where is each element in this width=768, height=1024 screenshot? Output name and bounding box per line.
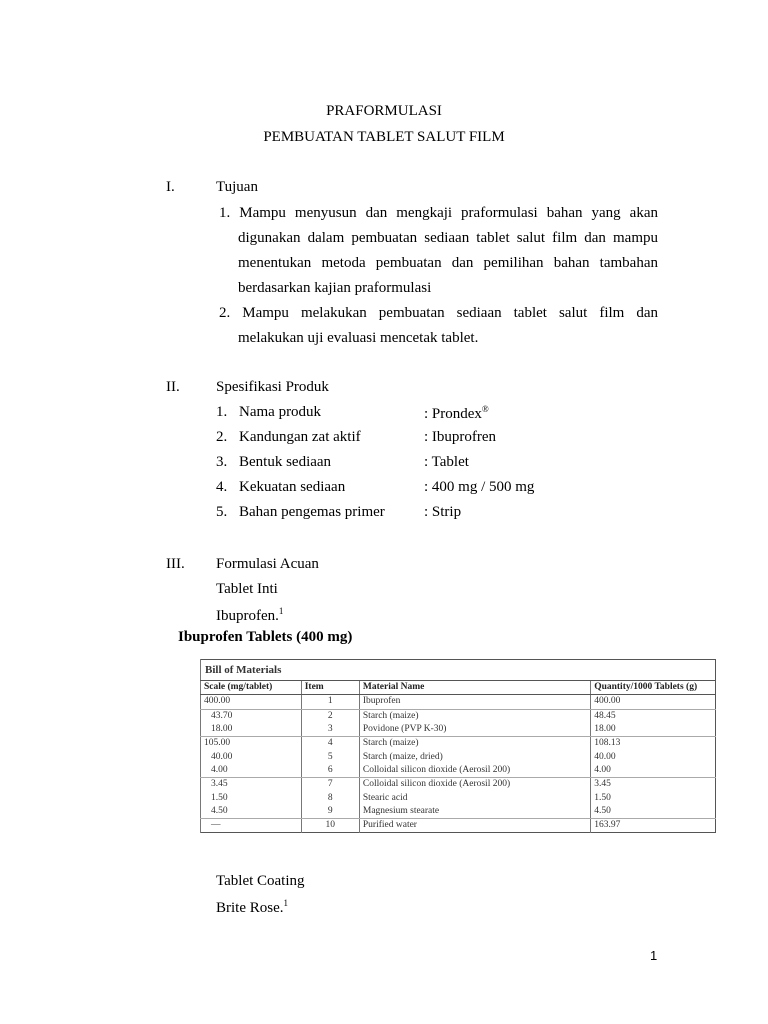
table-cell: Magnesium stearate xyxy=(359,805,590,819)
spec-value xyxy=(424,479,534,496)
table-cell: 7 xyxy=(301,778,359,792)
spec-number: 1. xyxy=(216,404,228,420)
spec-label: Kekuatan sediaan xyxy=(239,479,346,495)
registered-mark: ® xyxy=(481,404,489,414)
table-cell: 43.70 xyxy=(201,709,302,723)
table-title: Ibuprofen Tablets (400 mg) xyxy=(178,629,353,645)
footnote-ref: 1 xyxy=(278,606,284,616)
spec-label: Nama produk xyxy=(239,404,322,420)
table-row xyxy=(201,764,716,778)
table-cell: 10 xyxy=(301,818,359,832)
spec-value-text: : Ibuprofren xyxy=(424,429,497,445)
table-cell: Colloidal silicon dioxide (Aerosil 200) xyxy=(359,764,590,778)
subheading-text: Ibuprofen. xyxy=(216,608,279,624)
footnote-ref: 1 xyxy=(283,898,288,908)
table-cell: 18.00 xyxy=(201,723,302,737)
table-cell: 1 xyxy=(301,695,359,709)
table-cell: 3 xyxy=(301,723,359,737)
objective-line: digunakan dalam pembuatan sediaan tablet salut film dan mampu xyxy=(238,230,658,246)
section-number: II. xyxy=(166,379,180,395)
column-header: Material Name xyxy=(359,681,590,695)
table-cell: 40.00 xyxy=(201,750,302,763)
section-heading: Tujuan xyxy=(216,179,258,195)
column-header: Scale (mg/tablet) xyxy=(201,681,302,695)
table-cell: 3.45 xyxy=(201,778,302,792)
objective-line: melakukan uji evaluasi mencetak tablet. xyxy=(238,330,479,346)
table-cell: 4.50 xyxy=(591,805,716,819)
table-cell: — xyxy=(201,818,302,832)
table-cell: 4.50 xyxy=(201,805,302,819)
table-cell: Starch (maize, dried) xyxy=(359,750,590,763)
table-cell: Ibuprofen xyxy=(359,695,590,709)
table-cell: 6 xyxy=(301,764,359,778)
table-cell: Starch (maize) xyxy=(359,737,590,751)
objective-line: berdasarkan kajian praformulasi xyxy=(238,280,432,296)
table-row xyxy=(201,695,716,709)
table-row xyxy=(201,791,716,804)
subheading: Tablet Coating xyxy=(216,873,305,889)
table-cell: 8 xyxy=(301,791,359,804)
table-cell: 105.00 xyxy=(201,737,302,751)
document-subtitle: PEMBUATAN TABLET SALUT FILM xyxy=(263,129,505,145)
document-title: PRAFORMULASI xyxy=(326,103,442,119)
bill-of-materials-table xyxy=(200,659,716,833)
objective-line: 1. Mampu menyusun dan mengkaji praformulasi bahan yang akan xyxy=(219,205,658,221)
table-cell: Colloidal silicon dioxide (Aerosil 200) xyxy=(359,778,590,792)
table-cell: Starch (maize) xyxy=(359,709,590,723)
table-cell: 40.00 xyxy=(591,750,716,763)
table-cell: 2 xyxy=(301,709,359,723)
table-cell: 1.50 xyxy=(201,791,302,804)
spec-value-text: : Strip xyxy=(424,504,462,520)
table-cell: Purified water xyxy=(359,818,590,832)
table-cell: Stearic acid xyxy=(359,791,590,804)
subheading: Tablet Inti xyxy=(216,581,278,597)
spec-value xyxy=(424,404,489,423)
spec-label: Kandungan zat aktif xyxy=(239,429,361,445)
spec-value xyxy=(424,454,469,471)
spec-number: 5. xyxy=(216,504,228,520)
spec-label: Bentuk sediaan xyxy=(239,454,332,470)
table-row xyxy=(201,778,716,792)
table-cell: 1.50 xyxy=(591,791,716,804)
spec-value-text: : Prondex xyxy=(424,406,482,422)
table-caption: Bill of Materials xyxy=(201,660,716,681)
table-cell: 9 xyxy=(301,805,359,819)
table-row xyxy=(201,805,716,819)
table-cell: 108.13 xyxy=(591,737,716,751)
spec-number: 4. xyxy=(216,479,228,495)
table-cell: 4 xyxy=(301,737,359,751)
section-heading: Formulasi Acuan xyxy=(216,556,319,572)
table-cell: Povidone (PVP K-30) xyxy=(359,723,590,737)
page-number: 1 xyxy=(650,948,658,963)
column-header: Quantity/1000 Tablets (g) xyxy=(591,681,716,695)
table-row xyxy=(201,750,716,763)
table-cell: 400.00 xyxy=(591,695,716,709)
subheading xyxy=(216,898,288,917)
objective-line: menentukan metoda pembuatan dan pemilihan bahan tambahan xyxy=(238,255,658,271)
table-cell: 4.00 xyxy=(591,764,716,778)
table-row xyxy=(201,818,716,832)
spec-value xyxy=(424,504,461,521)
section-heading: Spesifikasi Produk xyxy=(216,379,329,395)
table-cell: 3.45 xyxy=(591,778,716,792)
subheading-text: Brite Rose. xyxy=(216,900,284,916)
subheading xyxy=(216,606,283,625)
table-cell: 18.00 xyxy=(591,723,716,737)
spec-value-text: : 400 mg / 500 mg xyxy=(424,479,535,495)
section-number: III. xyxy=(166,556,185,572)
spec-value-text: : Tablet xyxy=(424,454,469,470)
table-cell: 48.45 xyxy=(591,709,716,723)
objective-line: 2. Mampu melakukan pembuatan sediaan tablet salut film dan xyxy=(219,305,658,321)
spec-value xyxy=(424,429,496,446)
table-cell: 5 xyxy=(301,750,359,763)
column-header: Item xyxy=(301,681,359,695)
table-cell: 4.00 xyxy=(201,764,302,778)
table-row xyxy=(201,723,716,737)
table-row xyxy=(201,709,716,723)
spec-number: 3. xyxy=(216,454,228,470)
table-row xyxy=(201,737,716,751)
table-cell: 163.97 xyxy=(591,818,716,832)
spec-label: Bahan pengemas primer xyxy=(239,504,385,520)
section-number: I. xyxy=(166,179,175,195)
table-cell: 400.00 xyxy=(201,695,302,709)
spec-number: 2. xyxy=(216,429,228,445)
